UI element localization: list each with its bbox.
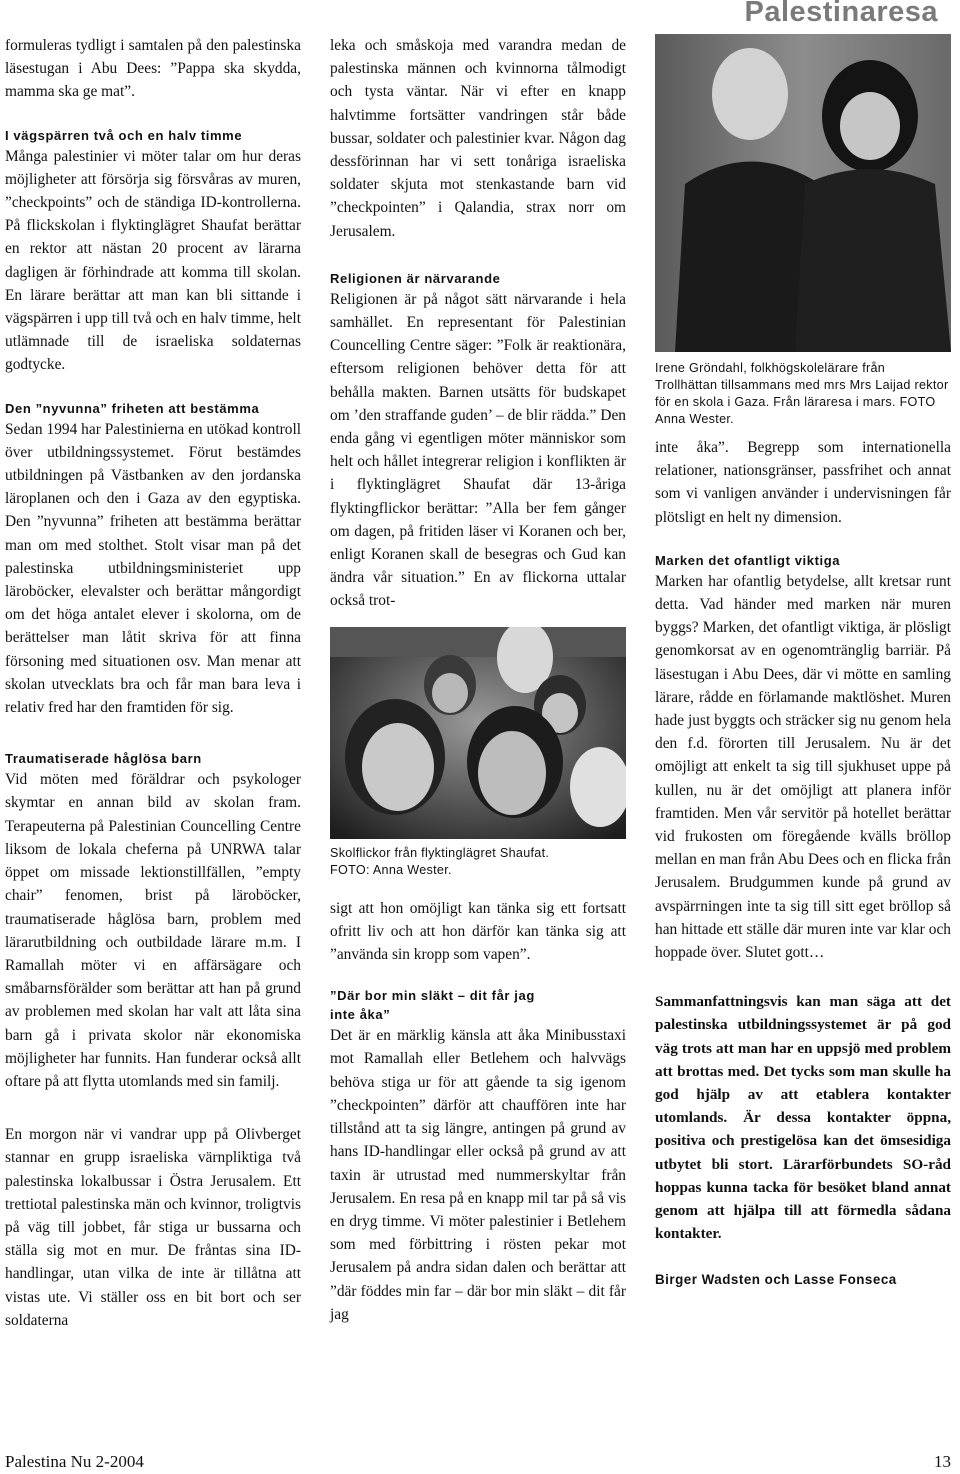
section-title: Palestinaresa — [744, 0, 938, 28]
subheading-traumatized: Traumatiserade håglösa barn — [5, 751, 202, 767]
paragraph-land: Marken har ofantlig betydelse, allt kretsar runt detta. Vad händer med marken när muren byggs? Marken, det ofantligt viktiga, är plösligt genomkorsat av en ogenomtränglig barriär. På läsestugan i Abu Dees, där vi mötte en samling lärare, rådde en förlamande maktlöshet. Muren hade just byggts och sträcker sig nu genom hela den f.d. förorten till Jerusalem. Nu är det omöjligt att enkelt ta sig till sjukhuset uppe på kullen, nu är det omöjligt att planera inför framtiden. Men vår servitör på hotellet berättar vid frukosten om föregående kvälls bröllop mellan en man från Abu Dees och en flicka från Jerusalem. Brudgummen kunde på grund av avspärrningen inte ta sig till sitt eget bröllop så han hittade ett ställe där muren inte var klar och hoppade över. Slutet gott… — [655, 572, 951, 962]
teachers-photo-image — [655, 34, 951, 352]
subheading-freedom: Den ”nyvunna” friheten att bestämma — [5, 400, 260, 416]
schoolgirls-photo-image — [330, 627, 626, 839]
paragraph-traumatized: Vid möten med föräldrar och psykologer skymtar en annan bild av skolan fram. Terapeuterna på Palestinian Councelling Centre liksom de lokala cheferna på UNRWA talar öppet om missade lektionstillfällen, ”empty chair” fenomen, brist på läroböcker, traumatiserade håglösa barn, problem med lärarutbildning och outbildade lärare m.m. I Ramallah möter vi en affärsägare och småbarnsförälder som berättar att han på grund av problemen med skolan har valt att låta sina barn gå i privata skolor när ekonomiska möjligheter har funnits. Han funderar också allt oftare på att flytta utomlands med sin familj. — [5, 771, 301, 1090]
article-column-1 — [5, 34, 301, 1332]
article-column-2 — [330, 34, 626, 1326]
photo-caption-teachers: Irene Gröndahl, folkhögskolelärare från Trollhättan tillsammans med mrs Mrs Laijad rektor för en skola i Gaza. Från läraresa i mars. FOTO Anna Wester. — [655, 361, 949, 426]
paragraph-freedom: Sedan 1994 har Palestinierna en utökad kontroll över utbildningssystemet. Förut bestämdes utbildningen på Västbanken av den jordanska läroplanen och den i Gaza av den egyptiska. Den ”nyvunna” friheten att bestämma berättar man om med stolthet. Stolt visar man på det palestinska utbildningsministeriet upp läroböcker, elevalster och berättar mångordigt om det höga antalet elever i skolorna, om de berättelser man låtit skriva för att finna försoning med situationen osv. Man menar att skolan utvecklats bra och får man bara leva i relativ fred har den framtiden för sig. — [5, 420, 301, 717]
subheading-checkpoint: I vägspärren två och en halv timme — [5, 127, 243, 143]
subheading-religion: Religionen är närvarande — [330, 270, 501, 286]
column2-intro: leka och småskoja med varandra medan de palestinska männen och kvinnorna tålmodigt och tysta väntar. När vi efter en knapp halvtimme fortsätter vandringen står både bussar, soldater och palestinier kvar. Någon dag dessförinnan har vi sett tonåriga israeliska soldater skjuta mot stenkastande barn vid ”checkpointen” i Qalandia, strax norr om Jerusalem. — [330, 37, 626, 240]
author-byline: Birger Wadsten och Lasse Fonseca — [655, 1271, 897, 1287]
paragraph-checkpoint: Många palestinier vi möter talar om hur deras möjligheter att försörja sig försvåras av muren, ”checkpoints” och de ständiga ID-kontrollerna. På flickskolan i flyktinglägret Shaufat berättar en rektor att nästan 20 procent av lärarna dagligen är förhindrade att komma till skolan. En lärare berättar att man kan bli sittande i vägspärren i upp till två och en halv timme, helt utlämnade till de israeliska soldaternas godtycke. — [5, 147, 301, 374]
paragraph-religion: Religionen är på något sätt närvarande i hela samhället. En representant för Palestinian Councelling Centre säger: ”Folk är reaktionära, eftersom religionen behöver detta för att behålla makten. Barnen utsätts för budskapet om ’den straffande guden’ – de blir rädda.” Den enda gång vi egentligen möter människor som helt och hållet integrerar religion i konflikten är i flyktinglägret Shaufat där 13-åriga flyktingflickor berättar: ”Alla ber fem gånger om dagen, på fritiden läser vi Koranen och ber, enligt Koranen skall de besegras och Gud kan ändra vår situation.” En av flickorna uttalar också trot- — [330, 290, 626, 610]
paragraph-after-photo: sigt att hon omöjligt kan tänka sig ett fortsatt ofritt liv och att hon därför kan tänka sig att ”använda sin kropp som vapen”. — [330, 899, 626, 964]
column3-intro: inte åka”. Begrepp som internationella relationer, nationsgränser, passfrihet och annat som vi vanligen använder i undervisningen får plötsligt en helt ny dimension. — [655, 439, 951, 526]
publication-footer: Palestina Nu 2-2004 — [5, 1452, 144, 1471]
paragraph-family: Det är en märklig känsla att åka Minibusstaxi mot Ramallah eller Betlehem och halvvägs behöva stiga ur för att gående ta sig igenom ”checkpointen” därför att chauffören inte har tillstånd att ta sig längre, antingen på grund av hans ID-handlingar eller också på grund av att taxin är utrustad med nummerskyltar från Jerusalem. En resa på en knapp mil tar på så vis en dryg timme. Vi möter palestinier i Betlehem som med förbittring i rösten pekar mot Jerusalem på andra sidan dalen och berättar att ”där föddes min far – där bor min släkt – dit får jag — [330, 1027, 626, 1323]
article-column-3 — [655, 34, 951, 1287]
subheading-family-line1: ”Där bor min släkt – dit får jag — [330, 988, 535, 1004]
page-number: 13 — [934, 1452, 951, 1471]
photo-teachers — [655, 34, 951, 352]
photo-schoolgirls — [330, 627, 626, 839]
subheading-family-line2: inte åka” — [330, 1007, 391, 1023]
paragraph-olive-mountain: En morgon när vi vandrar upp på Olivberget stannar en grupp israeliska värnpliktiga två palestinska lokalbussar i Östra Jerusalem. Ett trettiotal palestinska män och kvinnor, troligtvis på väg till jobbet, får stiga ur bussarna och ställa sig mot en mur. De fråntas sina ID-handlingar, utan vilka de inte är tillåtna att vistas ute. Vi ställer oss en bit bort och ser soldaterna — [5, 1126, 301, 1329]
summary-paragraph: Sammanfattningsvis kan man säga att det palestinska utbildningssystemet är på god väg trots att man har en uppsjö med problem att brottas med. Det tycks som man skulle ha god hjälp av att etablera kontakter utomlands. Är dessa kontakter öppna, positiva och prestigelösa kan det ömsesidiga utbytet bli stort. Lärarförbundets SO-råd hoppas kunna tacka för besöket bland annat genom att hjälpa till att förmedla sådana kontakter. — [655, 993, 951, 1243]
subheading-land: Marken det ofantligt viktiga — [655, 552, 841, 568]
photo-caption-line1: Skolflickor från flyktinglägret Shaufat. — [330, 845, 550, 860]
photo-caption-line2: FOTO: Anna Wester. — [330, 862, 452, 877]
column1-intro: formuleras tydligt i samtalen på den palestinska läsestugan i Abu Dees: ”Pappa ska skydda, mamma ska ge mat”. — [5, 37, 301, 101]
